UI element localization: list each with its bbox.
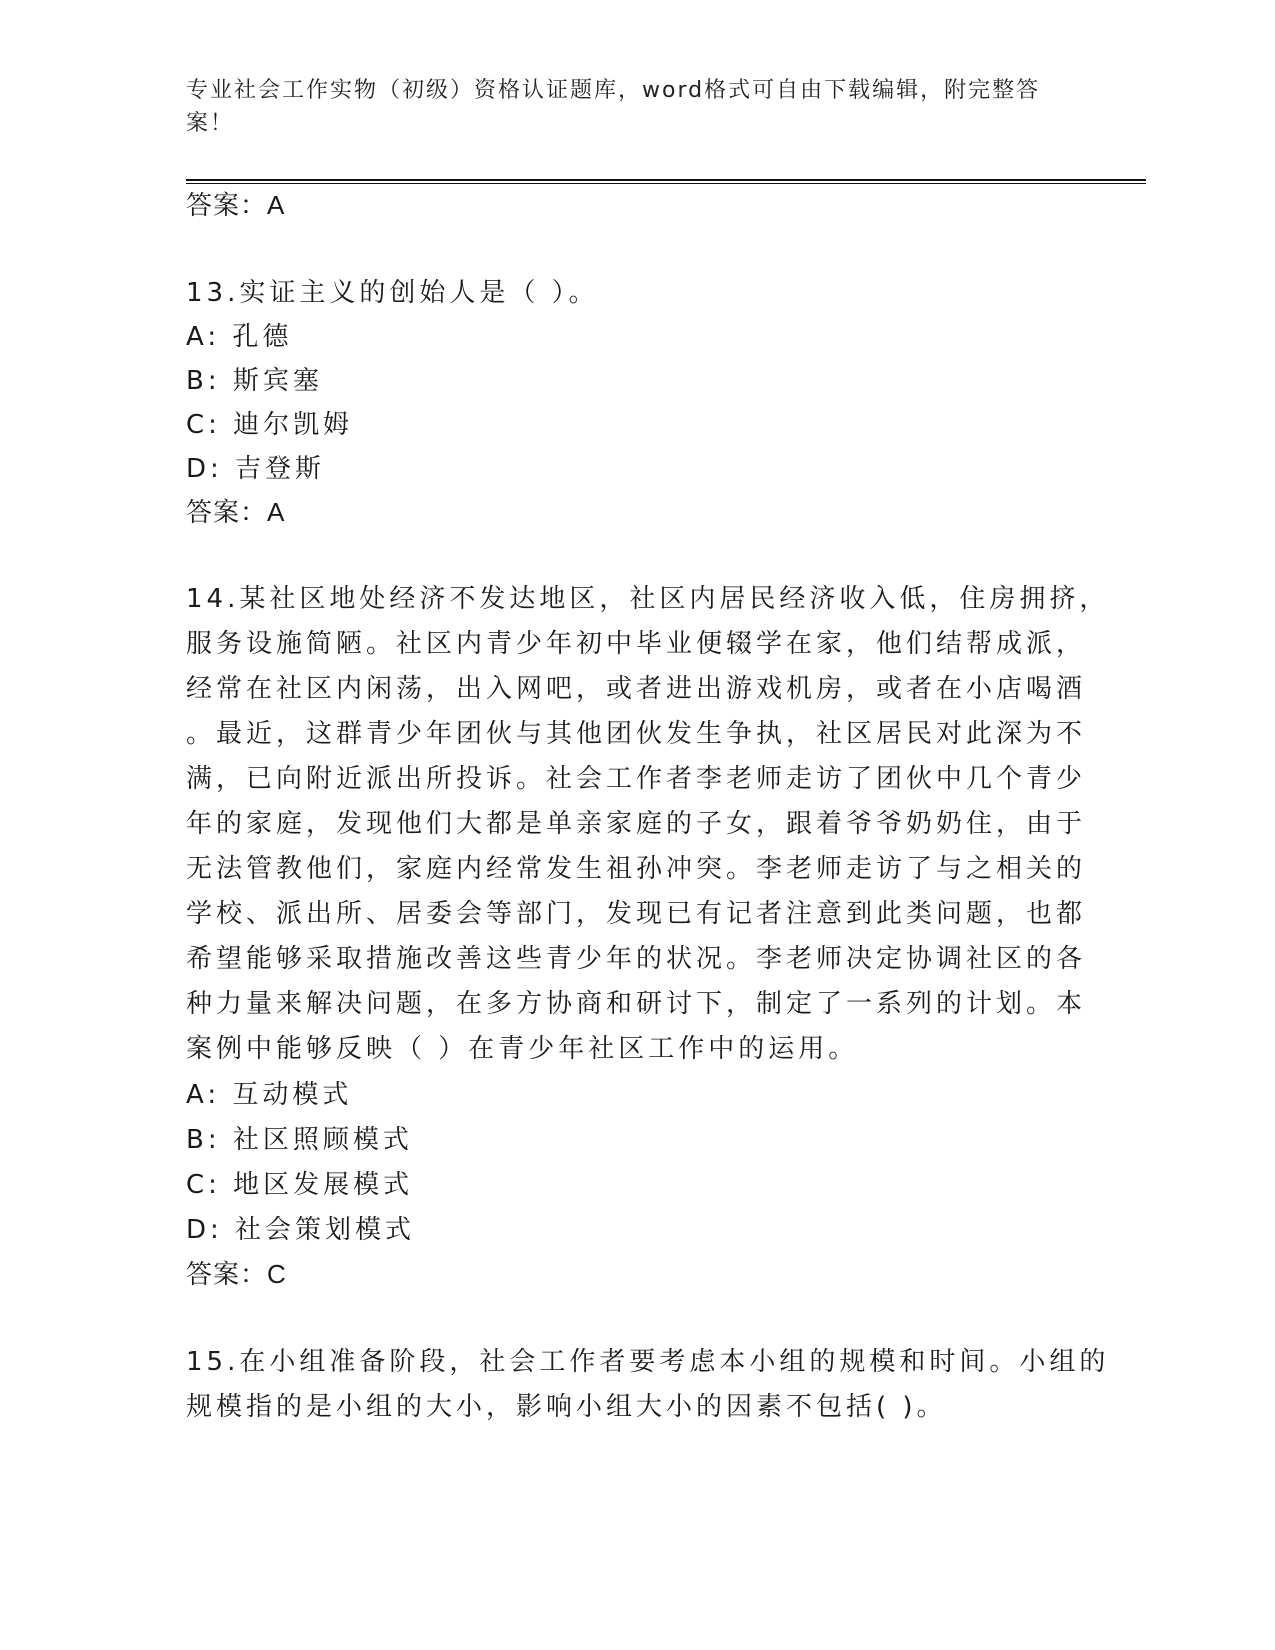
question-14-stem-line: 服务设施简陋。社区内青少年初中毕业便辍学在家，他们结帮成派， bbox=[186, 629, 1087, 659]
question-14-stem-line: 学校、派出所、居委会等部门，发现已有记者注意到此类问题，也都 bbox=[186, 899, 1087, 929]
question-14-option-a: A: 互动模式 bbox=[186, 1080, 353, 1110]
question-13-option-c: C: 迪尔凯姆 bbox=[186, 410, 354, 440]
question-14-stem-line: 年的家庭，发现他们大都是单亲家庭的子女，跟着爷爷奶奶住，由于 bbox=[186, 809, 1087, 839]
question-14-stem-line: 案例中能够反映（ ）在青少年社区工作中的运用。 bbox=[186, 1034, 859, 1064]
question-13-answer: 答案：A bbox=[186, 497, 286, 527]
question-14-option-d: D: 社会策划模式 bbox=[186, 1215, 416, 1245]
question-14-option-b: B: 社区照顾模式 bbox=[186, 1125, 413, 1155]
question-14-answer: 答案：C bbox=[186, 1259, 287, 1289]
question-14-stem-line: 。最近，这群青少年团伙与其他团伙发生争执，社区居民对此深为不 bbox=[186, 719, 1087, 749]
question-15-stem-line: 规模指的是小组的大小，影响小组大小的因素不包括( )。 bbox=[186, 1392, 947, 1422]
question-13-option-a: A: 孔德 bbox=[186, 322, 293, 352]
question-13-option-d: D: 吉登斯 bbox=[186, 454, 326, 484]
question-14-stem-line: 无法管教他们，家庭内经常发生祖孙冲突。李老师走访了与之相关的 bbox=[186, 854, 1087, 884]
question-13-stem: 13.实证主义的创始人是（ ）。 bbox=[186, 278, 599, 308]
question-14-stem-line: 满，已向附近派出所投诉。社会工作者李老师走访了团伙中几个青少 bbox=[186, 764, 1087, 794]
answer-q12: 答案：A bbox=[186, 190, 286, 220]
page-header-text: 专业社会工作实物（初级）资格认证题库，word格式可自由下载编辑，附完整答案！ bbox=[186, 78, 1041, 136]
question-14-stem-line: 经常在社区内闲荡，出入网吧，或者进出游戏机房，或者在小店喝酒 bbox=[186, 674, 1087, 704]
question-14-stem-line: 14.某社区地处经济不发达地区，社区内居民经济收入低，住房拥挤， bbox=[186, 584, 1110, 614]
question-15-stem-line: 15.在小组准备阶段，社会工作者要考虑本小组的规模和时间。小组的 bbox=[186, 1347, 1110, 1377]
header-rule-thin bbox=[186, 183, 1146, 184]
question-14-option-c: C: 地区发展模式 bbox=[186, 1170, 414, 1200]
question-14-stem-line: 种力量来解决问题，在多方协商和研讨下，制定了一系列的计划。本 bbox=[186, 989, 1087, 1019]
question-13-option-b: B: 斯宾塞 bbox=[186, 366, 323, 396]
header-rule-thick bbox=[186, 179, 1146, 181]
question-14-stem-line: 希望能够采取措施改善这些青少年的状况。李老师决定协调社区的各 bbox=[186, 944, 1087, 974]
